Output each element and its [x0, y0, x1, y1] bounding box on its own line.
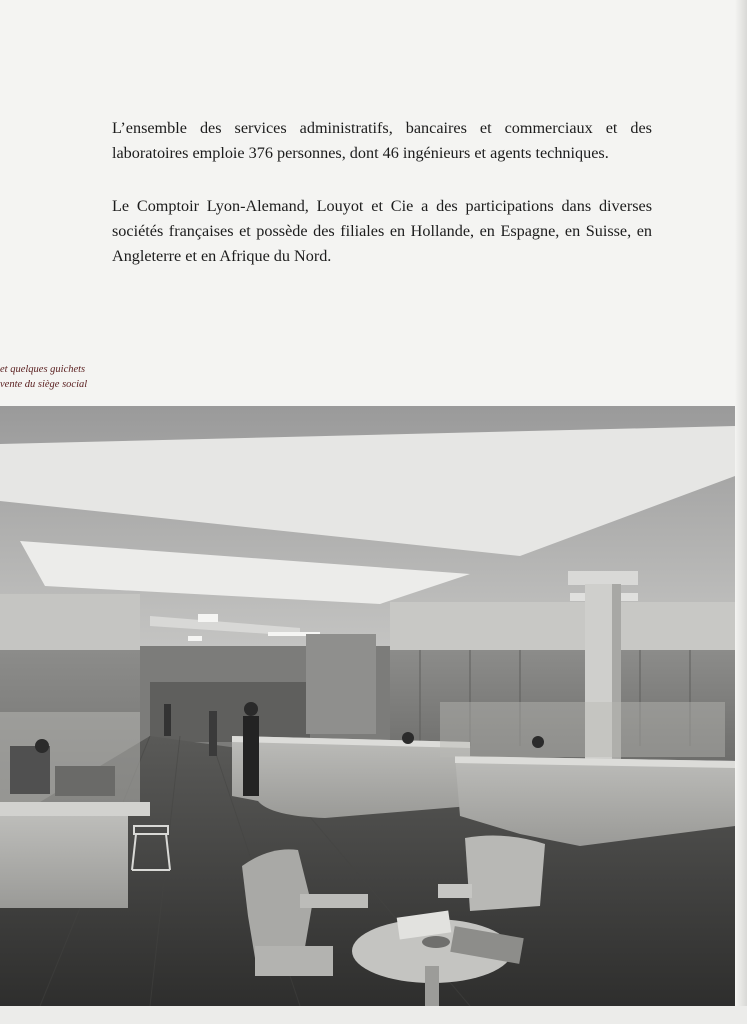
- page-edge: [735, 0, 747, 1024]
- photo-caption: [0, 362, 116, 392]
- photo-illustration: [0, 406, 735, 1006]
- body-text: [112, 116, 652, 297]
- paragraph-subsidiaries: Le Comptoir Lyon-Alemand, Louyot et Cie a des participations dans diverses sociétés françaises et possède des filiales en Hollande, en Espagne, en Suisse, en Angleterre et en Afrique du Nord.: [112, 197, 652, 265]
- page-bottom-margin: [0, 1006, 747, 1024]
- caption-line-1: et quelques guichets: [0, 364, 86, 375]
- office-hall-photo: [0, 406, 735, 1006]
- caption-line-2: vente du siège social: [0, 379, 88, 390]
- paragraph-staff: L’ensemble des services administratifs, bancaires et commerciaux et des laboratoires emploie 376 personnes, dont 46 ingénieurs et agents techniques.: [112, 119, 652, 162]
